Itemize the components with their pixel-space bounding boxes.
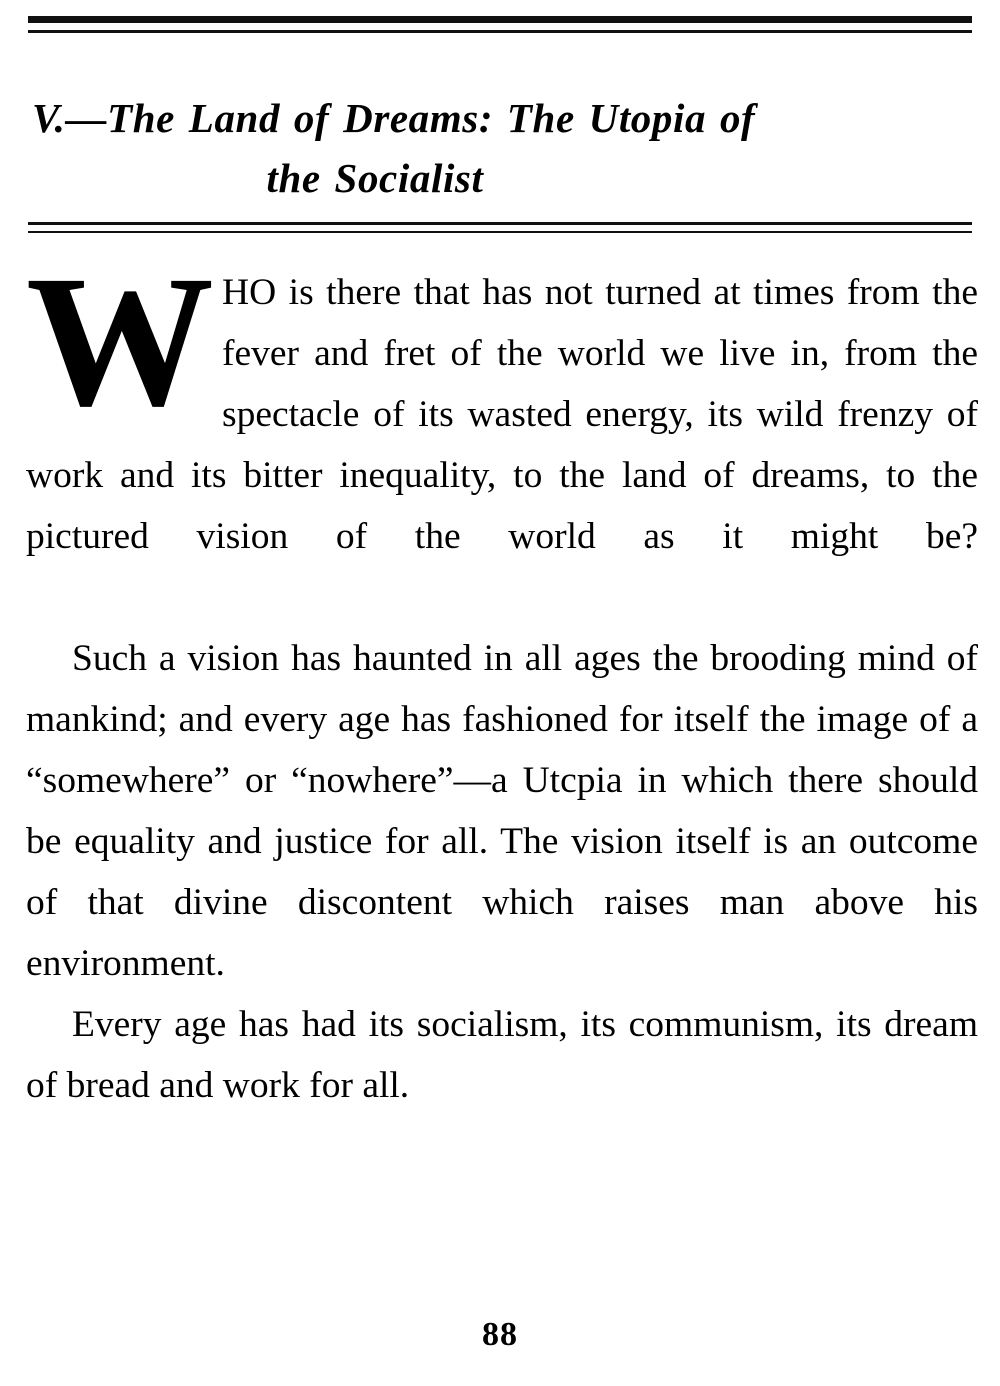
drop-cap-letter: W: [26, 236, 214, 445]
heading-rule-ornament: [28, 222, 972, 233]
heading-rule-thin-2: [28, 231, 972, 233]
top-rule-thin: [28, 30, 972, 33]
page-number: 88: [482, 1316, 518, 1353]
chapter-title: [28, 89, 972, 208]
paragraph-2: Such a vision has haunted in all ages the brooding mind of mankind; and every age has fashioned for itself the image of a “somewhere” or “nowhere”—a Utcpia in which there should be equality and justice for all. The vision itself is an outcome of that divine discontent which raises man above his environment.: [26, 638, 978, 984]
top-rule-ornament: [28, 16, 972, 33]
paragraph-1: [26, 236, 978, 628]
heading-rule-thin-1: [28, 222, 972, 225]
chapter-title-line-1: V.—The Land of Dreams: The Utopia of: [32, 95, 756, 142]
paragraph-1-text: HO is there that has not turned at times from the fever and fret of the world we live in, from the spectacle of its wasted energy, its wild frenzy of work and its bitter inequality, to the land of dreams, to the pictured vision of the world as it might be?: [26, 272, 978, 557]
top-rule-thick: [28, 16, 972, 23]
paragraph-3: Every age has had its socialism, its communism, its dream of bread and work for all.: [26, 1004, 978, 1106]
chapter-title-line-2: the Socialist: [266, 154, 484, 201]
body-text: [26, 236, 978, 1116]
